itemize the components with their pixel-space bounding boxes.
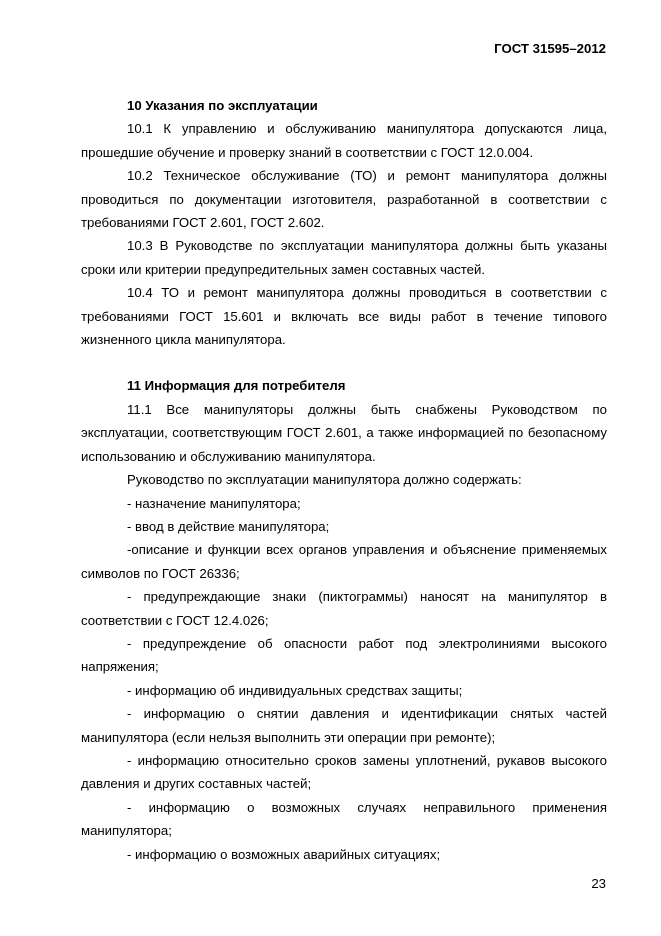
- paragraph-10-2: 10.2 Техническое обслуживание (ТО) и ремонт манипулятора должны проводиться по документации изготовителя, разработанной в соответствии с требованиями ГОСТ 2.601, ГОСТ 2.602.: [81, 168, 607, 231]
- list-item: - информацию о снятии давления и идентификации снятых частей манипулятора (если нельзя выполнить эти операции при ремонте);: [81, 706, 607, 745]
- list-item: - информацию о возможных аварийных ситуациях;: [127, 846, 441, 862]
- list-item: -описание и функции всех органов управления и объяснение применяемых символов по ГОСТ 26336;: [81, 542, 607, 581]
- paragraph-10-1: 10.1 К управлению и обслуживанию манипулятора допускаются лица, прошедшие обучение и проверку знаний в соответствии с ГОСТ 12.0.004.: [81, 121, 607, 160]
- list-item: - информацию об индивидуальных средствах защиты;: [127, 682, 463, 698]
- document-code-header: ГОСТ 31595–2012: [494, 41, 606, 56]
- list-item: - предупреждение об опасности работ под электролиниями высокого напряжения;: [81, 635, 607, 675]
- paragraph-10-4: 10.4 ТО и ремонт манипулятора должны проводиться в соответствии с требованиями ГОСТ 15.601 и включать все виды работ в течение типового жизненного цикла манипулятора.: [81, 285, 607, 348]
- document-body: [81, 94, 607, 866]
- paragraph-10-3: 10.3 В Руководстве по эксплуатации манипулятора должны быть указаны сроки или критерии предупредительных замен составных частей.: [81, 238, 607, 277]
- list-item: - назначение манипулятора;: [127, 495, 301, 511]
- section-11-heading: 11 Информация для потребителя: [127, 378, 346, 394]
- section-10-heading: 10 Указания по эксплуатации: [127, 98, 318, 113]
- page-number: 23: [591, 876, 606, 891]
- section-spacer: [81, 351, 607, 374]
- paragraph-manual-contents: Руководство по эксплуатации манипулятора должно содержать:: [127, 472, 522, 488]
- paragraph-11-1: 11.1 Все манипуляторы должны быть снабжены Руководством по эксплуатации, соответствующим ГОСТ 2.601, а также информацией по безопасному использованию и обслуживанию манипулятора.: [81, 401, 607, 464]
- list-item: - ввод в действие манипулятора;: [127, 518, 330, 534]
- list-item: - информацию о возможных случаях неправильного применения манипулятора;: [81, 799, 607, 839]
- list-item: - информацию относительно сроков замены уплотнений, рукавов высокого давления и других составных частей;: [81, 752, 607, 792]
- list-item: - предупреждающие знаки (пиктограммы) наносят на манипулятор в соответствии с ГОСТ 12.4.026;: [81, 589, 607, 628]
